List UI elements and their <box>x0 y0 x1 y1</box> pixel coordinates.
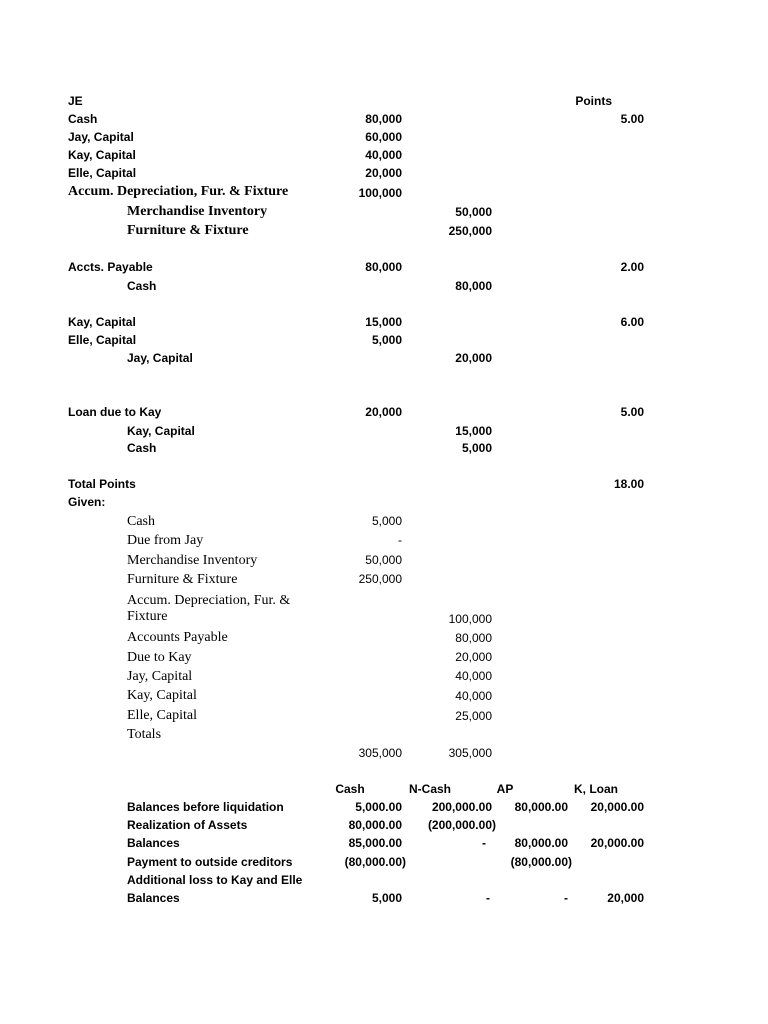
liq-cell: - <box>482 836 486 850</box>
je1-debit-amount: 80,000 <box>365 112 402 126</box>
liq-header-ap: AP <box>496 782 514 796</box>
liq-cell: 80,000.00 <box>514 800 568 814</box>
je-header: JE <box>68 94 83 108</box>
je1-debit-account: Elle, Capital <box>68 166 137 180</box>
liq-cell: 85,000.00 <box>348 836 402 850</box>
je1-debit-account: Kay, Capital <box>68 148 136 162</box>
liq-row-label: Payment to outside creditors <box>127 855 293 869</box>
given-total-credit: 305,000 <box>448 746 492 760</box>
liq-cell: 80,000.00 <box>514 836 568 850</box>
given-totals-label: Totals <box>127 727 162 742</box>
given-credit: 80,000 <box>455 631 492 645</box>
liq-cell: 5,000.00 <box>355 800 402 814</box>
je4-points: 5.00 <box>620 405 644 419</box>
je4-credit-account: Kay, Capital <box>127 424 195 438</box>
given-label: Given: <box>68 495 106 509</box>
liq-cell: 20,000.00 <box>590 836 644 850</box>
je3-debit-account: Kay, Capital <box>68 315 136 329</box>
je1-debit-account: Accum. Depreciation, Fur. & Fixture <box>68 184 289 199</box>
je1-debit-amount: 60,000 <box>365 130 402 144</box>
points-header: Points <box>575 94 612 108</box>
given-account-line2: Fixture <box>127 609 168 624</box>
je2-debit-account: Accts. Payable <box>68 260 153 274</box>
je3-credit-amount: 20,000 <box>455 351 492 365</box>
liq-cell: - <box>564 891 568 905</box>
total-points-label: Total Points <box>68 477 136 491</box>
je2-credit-account: Cash <box>127 279 157 293</box>
given-account: Accounts Payable <box>127 630 228 645</box>
given-account: Furniture & Fixture <box>127 572 238 587</box>
liq-row-label: Balances <box>127 891 180 905</box>
liq-cell: 200,000.00 <box>431 800 492 814</box>
je3-debit-amount: 5,000 <box>371 333 402 347</box>
je4-credit-account: Cash <box>127 441 157 455</box>
je4-debit-account: Loan due to Kay <box>68 405 162 419</box>
given-account: Accum. Depreciation, Fur. & <box>127 593 291 608</box>
given-credit: 40,000 <box>455 689 492 703</box>
given-credit: 25,000 <box>455 709 492 723</box>
given-credit: 40,000 <box>455 669 492 683</box>
liq-header-ncash: N-Cash <box>408 782 451 796</box>
given-account: Kay, Capital <box>127 688 197 703</box>
given-account: Jay, Capital <box>127 669 193 684</box>
je1-debit-amount: 20,000 <box>365 166 402 180</box>
je3-points: 6.00 <box>620 315 644 329</box>
given-credit: 100,000 <box>448 612 492 626</box>
given-total-debit: 305,000 <box>358 746 402 760</box>
je1-debit-account: Jay, Capital <box>68 130 134 144</box>
liq-cell: 5,000 <box>371 891 402 905</box>
je1-debit-account: Cash <box>68 112 98 126</box>
liq-cell: (80,000.00) <box>510 855 572 869</box>
je2-credit-amount: 80,000 <box>455 279 492 293</box>
je4-debit-amount: 20,000 <box>365 405 402 419</box>
liq-cell: 80,000.00 <box>348 818 402 832</box>
liq-cell: (80,000.00) <box>344 855 406 869</box>
je2-points: 2.00 <box>620 260 644 274</box>
given-debit: 250,000 <box>358 572 402 586</box>
je1-credit-amount: 250,000 <box>448 224 492 238</box>
liq-cell: - <box>486 891 490 905</box>
given-account: Merchandise Inventory <box>127 553 258 568</box>
given-credit: 20,000 <box>455 650 492 664</box>
je4-credit-amount: 5,000 <box>461 441 492 455</box>
given-account: Cash <box>127 514 155 529</box>
total-points-value: 18.00 <box>613 477 644 491</box>
liq-row-label: Additional loss to Kay and Elle <box>127 873 303 887</box>
liq-header-kloan: K, Loan <box>574 782 618 796</box>
liq-cell: 20,000 <box>607 891 644 905</box>
je1-debit-amount: 100,000 <box>358 186 402 200</box>
je3-debit-amount: 15,000 <box>365 315 402 329</box>
liq-cell: (200,000.00) <box>427 818 496 832</box>
given-debit: 50,000 <box>365 553 402 567</box>
je2-debit-amount: 80,000 <box>365 260 402 274</box>
je3-debit-account: Elle, Capital <box>68 333 137 347</box>
je1-points: 5.00 <box>620 112 644 126</box>
liq-header-cash: Cash <box>335 782 365 796</box>
liq-row-label: Balances <box>127 836 180 850</box>
given-account: Due from Jay <box>127 533 204 548</box>
given-account: Due to Kay <box>127 650 192 665</box>
given-debit: - <box>398 533 402 547</box>
je1-credit-account: Merchandise Inventory <box>127 204 268 219</box>
je3-credit-account: Jay, Capital <box>127 351 193 365</box>
liq-row-label: Realization of Assets <box>127 818 248 832</box>
je4-credit-amount: 15,000 <box>455 424 492 438</box>
je1-credit-amount: 50,000 <box>455 205 492 219</box>
liq-cell: 20,000.00 <box>590 800 644 814</box>
je1-credit-account: Furniture & Fixture <box>127 223 249 238</box>
given-debit: 5,000 <box>371 514 402 528</box>
liq-row-label: Balances before liquidation <box>127 800 284 814</box>
je1-debit-amount: 40,000 <box>365 148 402 162</box>
given-account: Elle, Capital <box>127 708 197 723</box>
